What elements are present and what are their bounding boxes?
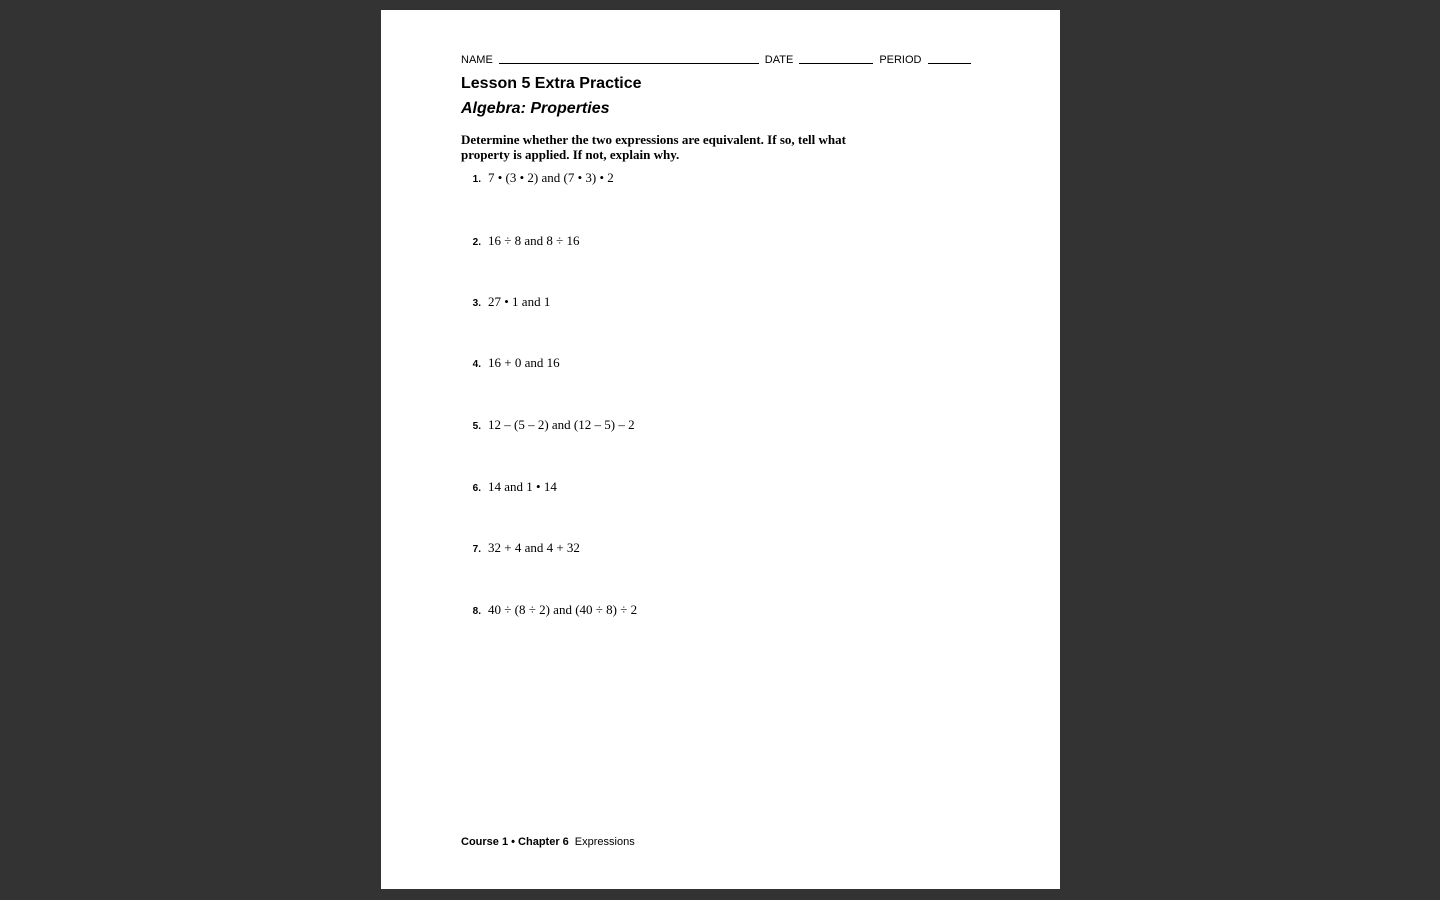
problem-item	[461, 233, 580, 249]
worksheet-page	[381, 10, 1060, 889]
name-blank	[499, 62, 759, 64]
problem-expression: 16 + 0 and 16	[488, 355, 560, 370]
problem-expression: 16 ÷ 8 and 8 ÷ 16	[488, 233, 580, 248]
problem-item	[461, 294, 550, 310]
problem-number: 2.	[472, 237, 481, 248]
student-info-header	[461, 50, 971, 66]
problem-expression: 40 ÷ (8 ÷ 2) and (40 ÷ 8) ÷ 2	[488, 602, 638, 617]
problem-number: 1.	[472, 174, 481, 185]
footer-topic: Expressions	[574, 836, 635, 848]
problem-number: 8.	[472, 606, 481, 617]
problem-number: 7.	[472, 544, 481, 555]
problem-number: 4.	[472, 359, 481, 370]
problem-expression: 14 and 1 • 14	[488, 479, 557, 494]
problem-item	[461, 540, 580, 556]
problem-item	[461, 417, 635, 433]
instructions: Determine whether the two expressions are equivalent. If so, tell what property is applied. If not, explain why.	[461, 132, 846, 162]
period-blank	[928, 62, 971, 64]
problem-number: 5.	[472, 421, 481, 432]
problem-item	[461, 479, 557, 495]
period-label: PERIOD	[879, 54, 922, 66]
problem-expression: 32 + 4 and 4 + 32	[488, 540, 580, 555]
problem-item	[461, 602, 637, 618]
date-blank	[799, 62, 873, 64]
name-label: NAME	[461, 54, 493, 66]
problem-item	[461, 355, 560, 371]
problem-item	[461, 170, 614, 186]
date-label: DATE	[764, 54, 794, 66]
problem-expression: 7 • (3 • 2) and (7 • 3) • 2	[488, 170, 614, 185]
lesson-title: Lesson 5 Extra Practice	[461, 75, 642, 92]
problem-expression: 27 • 1 and 1	[488, 294, 551, 309]
problem-expression: 12 – (5 – 2) and (12 – 5) – 2	[488, 417, 635, 432]
page-footer	[461, 836, 635, 848]
problem-number: 6.	[472, 483, 481, 494]
footer-course: Course 1 • Chapter 6	[461, 836, 569, 848]
lesson-subtitle: Algebra: Properties	[461, 100, 610, 117]
problem-number: 3.	[472, 298, 481, 309]
